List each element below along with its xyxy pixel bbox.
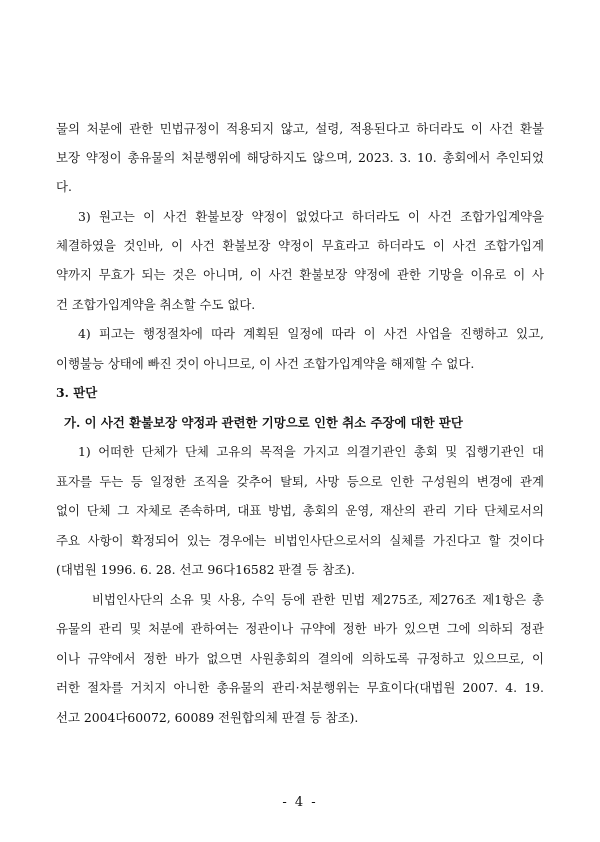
body-text-line: 체결하였을 것인바, 이 사건 환불보장 약정이 무효라고 하더라도 이 사건 조합가입계 [56,238,544,253]
body-text-line: 유물의 관리 및 처분에 관하여는 정관이나 규약에 정한 바가 있으면 그에 의하되 정관 [56,621,544,636]
body-text-line: 4) 피고는 행정절차에 따라 계획된 일정에 따라 이 사건 사업을 진행하고 있고, [78,326,544,341]
body-text-line: 선고 2004다60072, 60089 전원합의체 판결 등 참조). [56,710,359,725]
body-text-line: 다. [56,179,72,194]
body-text-line: 표자를 두는 등 일정한 조직을 갖추어 탈퇴, 사망 등으로 인한 구성원의 변경에 관계 [56,474,544,489]
body-text-line: 건 조합가입계약을 취소할 수도 없다. [56,297,256,312]
body-text-line: (대법원 1996. 6. 28. 선고 96다16582 판결 등 참조). [56,562,355,577]
body-text-line: 약까지 무효가 되는 것은 아니며, 이 사건 환불보장 약정에 관한 기망을 이유로 이 사 [56,267,544,282]
subsection-heading: 가. 이 사건 환불보장 약정과 관련한 기망으로 인한 취소 주장에 대한 판단 [64,415,463,430]
body-text-line: 보장 약정이 총유물의 처분행위에 해당하지도 않으며, 2023. 3. 10. 총회에서 추인되었 [56,150,544,165]
body-text-line: 이나 규약에서 정한 바가 없으면 사원총회의 결의에 의하도록 규정하고 있으므로, 이 [56,651,544,666]
body-text-line: 1) 어떠한 단체가 단체 고유의 목적을 가지고 의결기관인 총회 및 집행기관인 대 [78,444,544,459]
body-text-line: 이행불능 상태에 빠진 것이 아니므로, 이 사건 조합가입계약을 해제할 수 없다. [56,356,475,371]
section-heading: 3. 판단 [56,385,98,400]
body-text-line: 비법인사단의 소유 및 사용, 수익 등에 관한 민법 제275조, 제276조 제1항은 총 [92,592,544,607]
body-text-line: 3) 원고는 이 사건 환불보장 약정이 없었다고 하더라도 이 사건 조합가입계약을 [78,209,544,224]
body-text-line: 없이 단체 그 자체로 존속하며, 대표 방법, 총회의 운영, 재산의 관리 기타 단체로서의 [56,503,544,518]
page-number: - 4 - [282,795,318,810]
body-text-line: 물의 처분에 관한 민법규정이 적용되지 않고, 설령, 적용된다고 하더라도 이 사건 환불 [56,121,544,136]
body-text-line: 러한 절차를 거치지 아니한 총유물의 관리·처분행위는 무효이다(대법원 2007. 4. 19. [56,680,544,695]
body-text-line: 주요 사항이 확정되어 있는 경우에는 비법인사단으로서의 실체를 가진다고 할 것이다 [56,533,544,548]
